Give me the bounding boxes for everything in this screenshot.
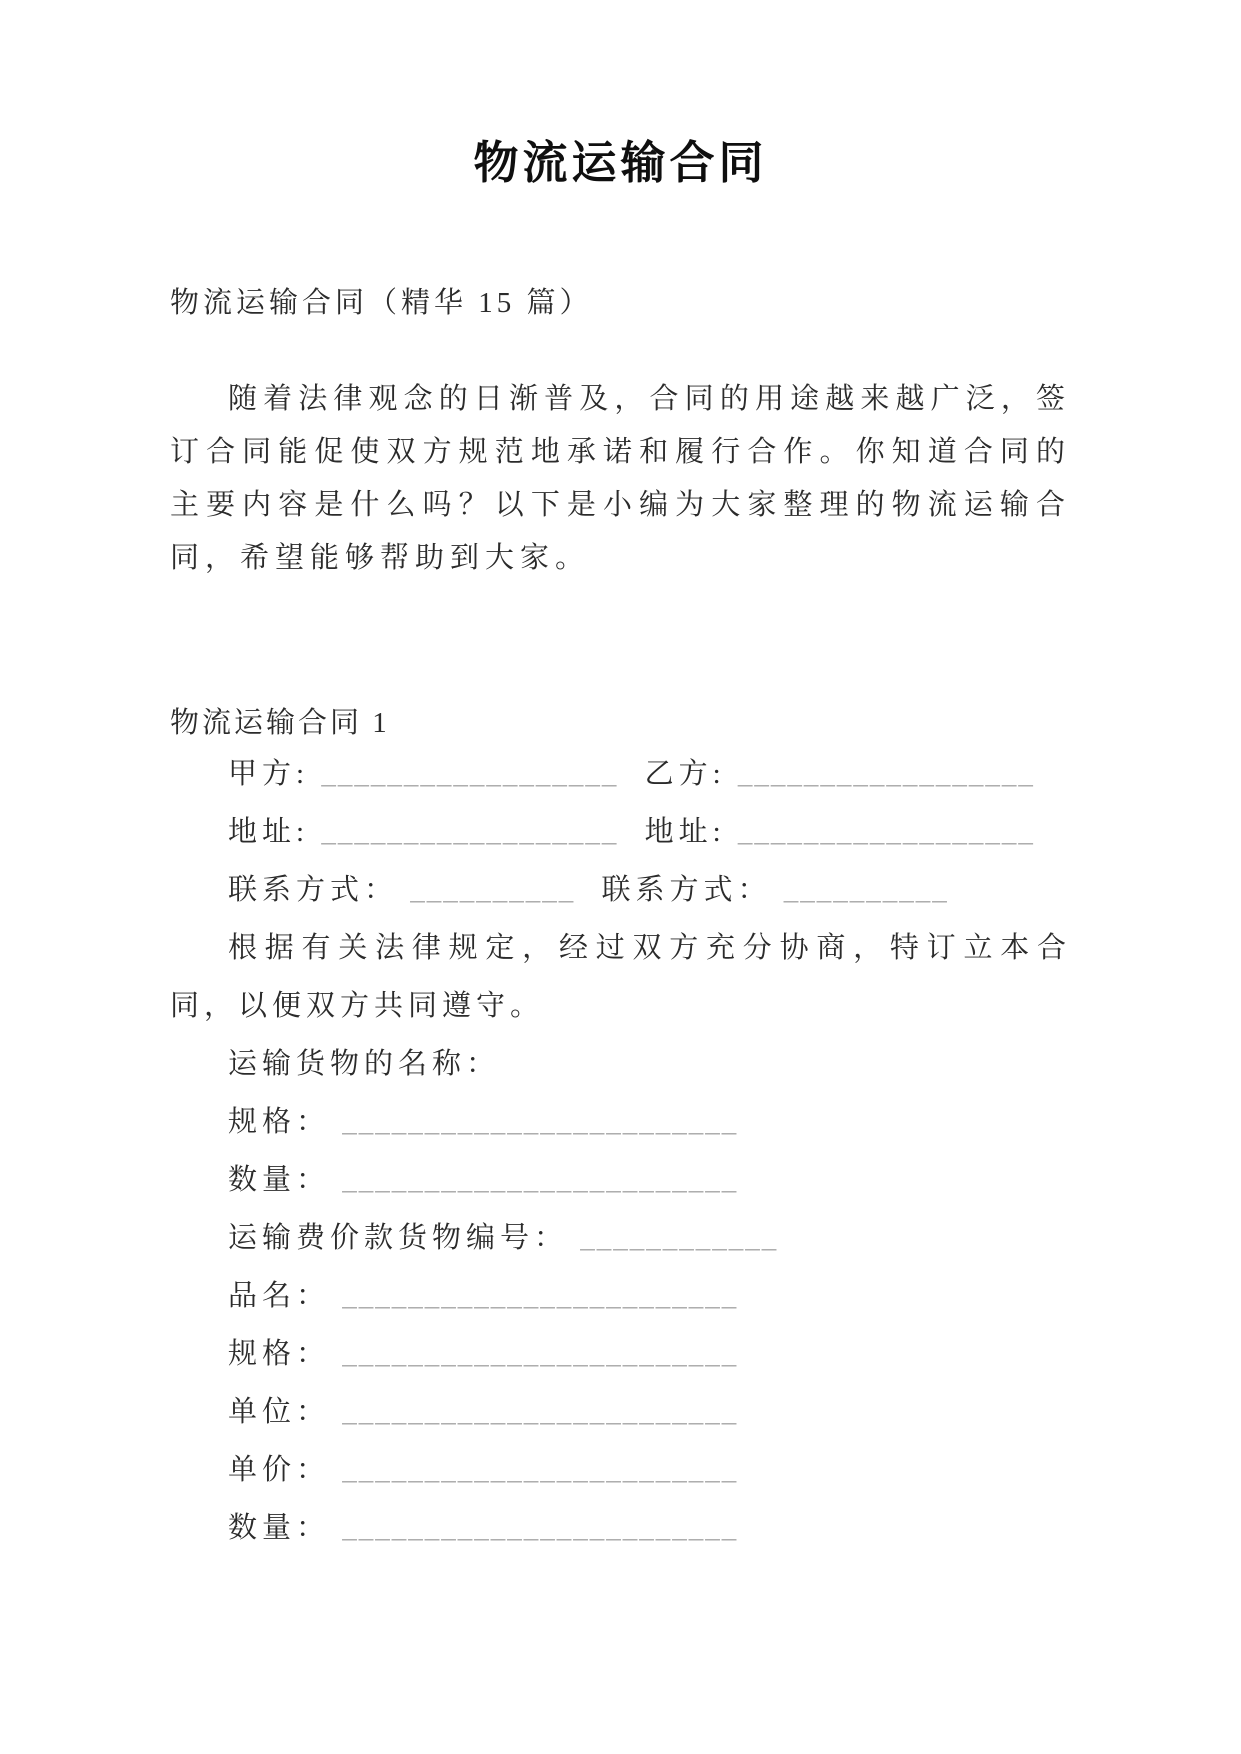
field-row-unit bbox=[170, 1383, 1071, 1441]
field-row-spec-1 bbox=[170, 1093, 1071, 1151]
address-b-label: 地址: bbox=[644, 816, 726, 848]
field-blank-line: ________________________ bbox=[342, 1164, 739, 1196]
field-blank-line: ________________________ bbox=[342, 1338, 739, 1370]
document-title: 物流运输合同 bbox=[473, 138, 768, 188]
field-row-quantity-2 bbox=[170, 1499, 1071, 1557]
field-label: 运输费价款货物编号： bbox=[228, 1222, 569, 1254]
contact-b-label: 联系方式： bbox=[601, 874, 772, 906]
section-heading: 物流运输合同 1 bbox=[170, 707, 390, 739]
field-row-unit-price bbox=[170, 1441, 1071, 1499]
contact-a-label: 联系方式： bbox=[228, 874, 399, 906]
party-b-blank-line: __________________ bbox=[737, 758, 1035, 790]
field-label: 单位： bbox=[228, 1396, 331, 1428]
field-blank-line: ________________________ bbox=[342, 1106, 739, 1138]
contact-a-blank-line: __________ bbox=[410, 874, 576, 906]
field-blank-line: ________________________ bbox=[342, 1396, 739, 1428]
contact-b-blank-line: __________ bbox=[783, 874, 949, 906]
goods-name-label: 运输货物的名称： bbox=[228, 1048, 501, 1080]
party-a-blank-line: __________________ bbox=[321, 758, 619, 790]
field-blank-line: ________________________ bbox=[342, 1512, 739, 1544]
field-row-spec-2 bbox=[170, 1325, 1071, 1383]
intro-paragraph: 随着法律观念的日渐普及，合同的用途越来越广泛，签订合同能促使双方规范地承诺和履行合作。你知道合同的主要内容是什么吗？以下是小编为大家整理的物流运输合同，希望能够帮助到大家。 bbox=[170, 383, 1071, 574]
address-b-blank-line: __________________ bbox=[737, 816, 1035, 848]
field-row-product-name bbox=[170, 1267, 1071, 1325]
address-row bbox=[170, 803, 1071, 861]
document-subtitle: 物流运输合同（精华 15 篇） bbox=[170, 287, 593, 319]
address-a-label: 地址: bbox=[228, 816, 310, 848]
goods-name-line bbox=[170, 1035, 1071, 1093]
field-label: 规格： bbox=[228, 1338, 331, 1370]
field-row-freight-number bbox=[170, 1209, 1071, 1267]
clause-paragraph: 根据有关法律规定，经过双方充分协商，特订立本合同，以便双方共同遵守。 bbox=[170, 932, 1071, 1022]
party-row bbox=[170, 745, 1071, 803]
field-blank-line: ________________________ bbox=[342, 1280, 739, 1312]
field-row-quantity-1 bbox=[170, 1151, 1071, 1209]
address-a-blank-line: __________________ bbox=[321, 816, 619, 848]
field-label: 规格： bbox=[228, 1106, 331, 1138]
field-blank-line: ____________ bbox=[580, 1222, 779, 1254]
field-label: 单价： bbox=[228, 1454, 331, 1486]
field-label: 数量： bbox=[228, 1164, 331, 1196]
party-a-label: 甲方: bbox=[228, 758, 310, 790]
contact-row bbox=[170, 861, 1071, 919]
field-label: 数量： bbox=[228, 1512, 331, 1544]
field-label: 品名： bbox=[228, 1280, 331, 1312]
party-b-label: 乙方: bbox=[644, 758, 726, 790]
field-blank-line: ________________________ bbox=[342, 1454, 739, 1486]
